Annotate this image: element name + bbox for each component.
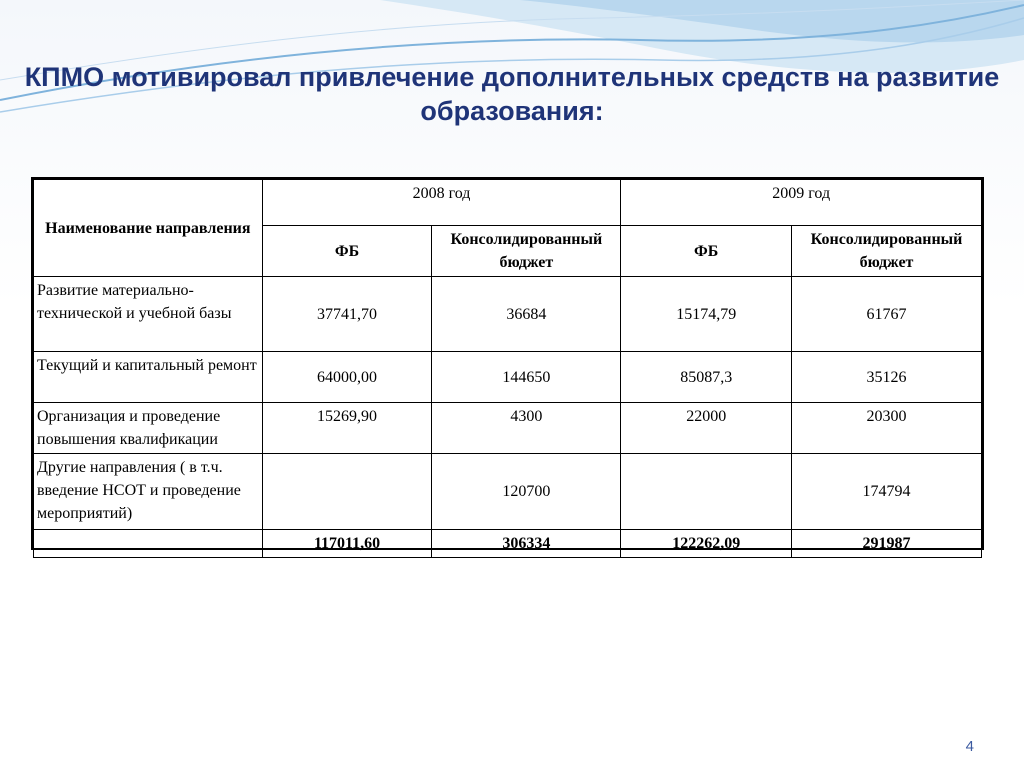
budget-table-grid — [33, 179, 982, 558]
row-label: Другие направления ( в т.ч. введение НСОТ и проведение мероприятий) — [34, 454, 263, 530]
totals-label — [34, 530, 263, 558]
total-fb-2009: 122262,09 — [621, 530, 792, 558]
header-consolidated-2008: Консолидированный бюджет — [432, 226, 621, 277]
page-number: 4 — [965, 738, 974, 755]
table-row — [34, 352, 982, 403]
row-label: Организация и проведение повышения квалификации — [34, 403, 263, 454]
row-label: Развитие материально-технической и учебной базы — [34, 277, 263, 352]
cell-consolidated-2009: 20300 — [792, 403, 982, 454]
slide-title: КПМО мотивировал привлечение дополнительных средств на развитие образования: — [24, 62, 1000, 126]
cell-consolidated-2009: 174794 — [792, 454, 982, 530]
header-year-2009: 2009 год — [621, 180, 982, 226]
cell-consolidated-2009: 35126 — [792, 352, 982, 403]
cell-fb-2008 — [262, 454, 432, 530]
cell-fb-2008: 64000,00 — [262, 352, 432, 403]
table-row — [34, 403, 982, 454]
header-consolidated-2009: Консолидированный бюджет — [792, 226, 982, 277]
cell-consolidated-2009: 61767 — [792, 277, 982, 352]
budget-table — [31, 177, 984, 550]
header-year-2008: 2008 год — [262, 180, 621, 226]
cell-fb-2009: 15174,79 — [621, 277, 792, 352]
header-row-years — [34, 180, 982, 226]
total-consolidated-2009: 291987 — [792, 530, 982, 558]
cell-consolidated-2008: 144650 — [432, 352, 621, 403]
cell-fb-2008: 15269,90 — [262, 403, 432, 454]
total-fb-2008: 117011,60 — [262, 530, 432, 558]
totals-row — [34, 530, 982, 558]
cell-fb-2009: 85087,3 — [621, 352, 792, 403]
total-consolidated-2008: 306334 — [432, 530, 621, 558]
table-row — [34, 454, 982, 530]
row-label: Текущий и капитальный ремонт — [34, 352, 263, 403]
header-fb-2008: ФБ — [262, 226, 432, 277]
cell-fb-2008: 37741,70 — [262, 277, 432, 352]
cell-fb-2009: 22000 — [621, 403, 792, 454]
table-row — [34, 277, 982, 352]
header-name-column: Наименование направления — [34, 180, 263, 277]
header-fb-2009: ФБ — [621, 226, 792, 277]
cell-consolidated-2008: 4300 — [432, 403, 621, 454]
cell-consolidated-2008: 120700 — [432, 454, 621, 530]
cell-fb-2009 — [621, 454, 792, 530]
cell-consolidated-2008: 36684 — [432, 277, 621, 352]
